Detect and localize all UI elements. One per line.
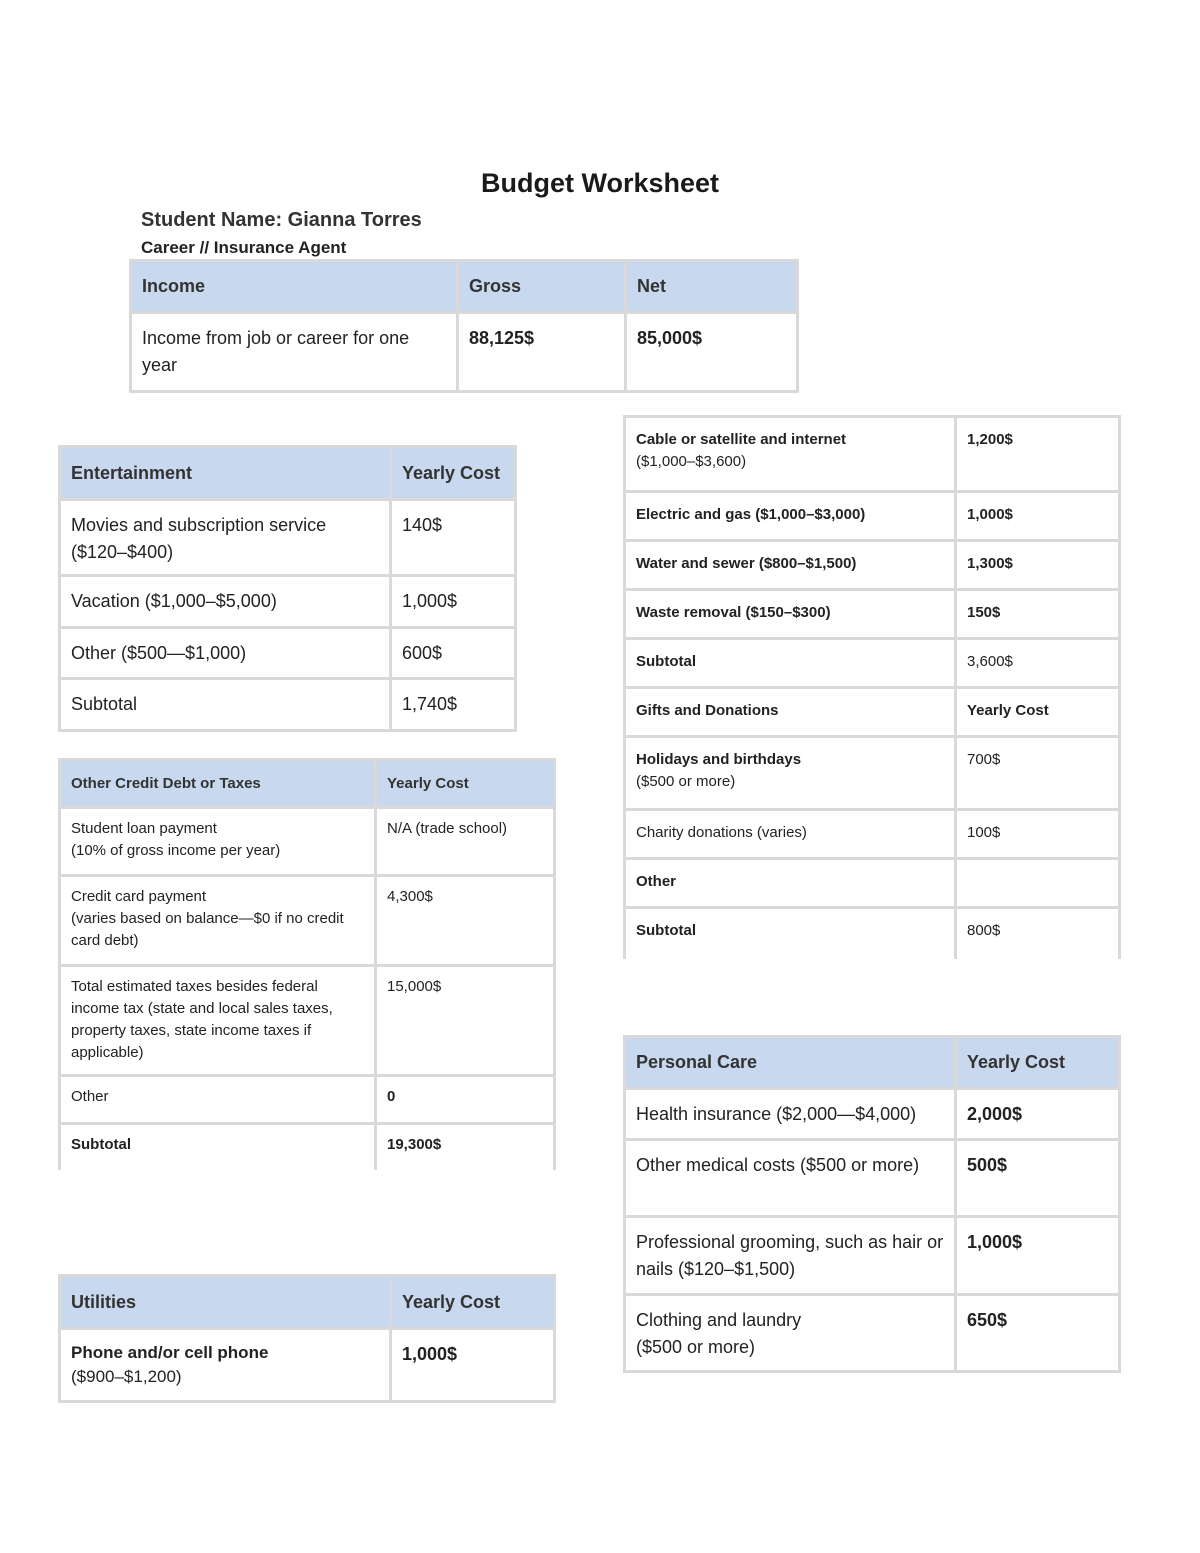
income-table: [129, 259, 799, 393]
table-row-label: Credit card payment (varies based on balance—$0 if no credit card debt): [60, 876, 376, 966]
table-row-value: 600$: [391, 628, 516, 679]
net-income: 85,000$: [626, 313, 798, 392]
income-header: Income: [131, 261, 458, 313]
entertainment-table: [58, 445, 517, 732]
student-name: Student Name: Gianna Torres: [141, 209, 422, 231]
page-title: Budget Worksheet: [480, 168, 720, 198]
subtotal-label: Subtotal: [625, 639, 956, 688]
utilities-header: Utilities: [60, 1276, 391, 1329]
table-row-label: Other medical costs ($500 or more): [625, 1140, 956, 1217]
entertainment-header: Entertainment: [60, 447, 391, 500]
table-row-label: Movies and subscription service ($120–$400): [60, 500, 391, 576]
income-description: Income from job or career for one year: [131, 313, 458, 392]
table-row-value: 100$: [956, 810, 1120, 859]
table-row-value: 650$: [956, 1295, 1120, 1372]
table-row-label: Waste removal ($150–$300): [625, 590, 956, 639]
table-row-value: [956, 859, 1120, 908]
table-row-value: 2,000$: [956, 1089, 1120, 1140]
utilities-table: [58, 1274, 556, 1403]
table-row-label: Holidays and birthdays ($500 or more): [625, 737, 956, 810]
subtotal-label: Subtotal: [60, 679, 391, 731]
table-row-label: Other: [60, 1076, 376, 1124]
table-row-value: 140$: [391, 500, 516, 576]
table-row-value: 15,000$: [376, 966, 555, 1076]
table-row-value: N/A (trade school): [376, 808, 555, 876]
subtotal-label: Subtotal: [625, 908, 956, 959]
net-header: Net: [626, 261, 798, 313]
table-row-label: Charity donations (varies): [625, 810, 956, 859]
yearly-cost-header: Yearly Cost: [376, 760, 555, 808]
table-row-value: 150$: [956, 590, 1120, 639]
personal-care-table: [623, 1035, 1121, 1373]
table-row-value: 500$: [956, 1140, 1120, 1217]
subtotal-value: 1,740$: [391, 679, 516, 731]
table-row-value: 1,000$: [391, 1329, 555, 1402]
table-row-label: Health insurance ($2,000—$4,000): [625, 1089, 956, 1140]
yearly-cost-header: Yearly Cost: [391, 1276, 555, 1329]
subtotal-value: 3,600$: [956, 639, 1120, 688]
table-row-label: Vacation ($1,000–$5,000): [60, 576, 391, 628]
career-label: Career // Insurance Agent: [141, 238, 347, 257]
table-row-label: Student loan payment (10% of gross income per year): [60, 808, 376, 876]
personal-care-header: Personal Care: [625, 1037, 956, 1089]
table-row-label: Other: [625, 859, 956, 908]
utilities-continued-table: [623, 415, 1121, 959]
table-row-value: 4,300$: [376, 876, 555, 966]
table-row-value: 1,300$: [956, 541, 1120, 590]
table-row-label: Cable or satellite and internet ($1,000–$3,600): [625, 417, 956, 492]
table-row-label: Other ($500—$1,000): [60, 628, 391, 679]
table-row-value: 1,000$: [391, 576, 516, 628]
table-row-label: Phone and/or cell phone ($900–$1,200): [60, 1329, 391, 1402]
subtotal-label: Subtotal: [60, 1124, 376, 1170]
table-row-value: 700$: [956, 737, 1120, 810]
table-row-label: Clothing and laundry ($500 or more): [625, 1295, 956, 1372]
yearly-cost-header: Yearly Cost: [391, 447, 516, 500]
yearly-cost-header: Yearly Cost: [956, 688, 1120, 737]
credit-taxes-table: [58, 758, 556, 1170]
table-row-value: 1,200$: [956, 417, 1120, 492]
table-row-value: 0: [376, 1076, 555, 1124]
table-row-label: Professional grooming, such as hair or nails ($120–$1,500): [625, 1217, 956, 1295]
credit-taxes-header: Other Credit Debt or Taxes: [60, 760, 376, 808]
gross-header: Gross: [458, 261, 626, 313]
table-row-label: Total estimated taxes besides federal income tax (state and local sales taxes, property taxes, state income taxes if applicable): [60, 966, 376, 1076]
yearly-cost-header: Yearly Cost: [956, 1037, 1120, 1089]
subtotal-value: 19,300$: [376, 1124, 555, 1170]
gifts-header: Gifts and Donations: [625, 688, 956, 737]
gross-income: 88,125$: [458, 313, 626, 392]
subtotal-value: 800$: [956, 908, 1120, 959]
table-row-label: Electric and gas ($1,000–$3,000): [625, 492, 956, 541]
table-row-value: 1,000$: [956, 492, 1120, 541]
table-row-value: 1,000$: [956, 1217, 1120, 1295]
table-row-label: Water and sewer ($800–$1,500): [625, 541, 956, 590]
